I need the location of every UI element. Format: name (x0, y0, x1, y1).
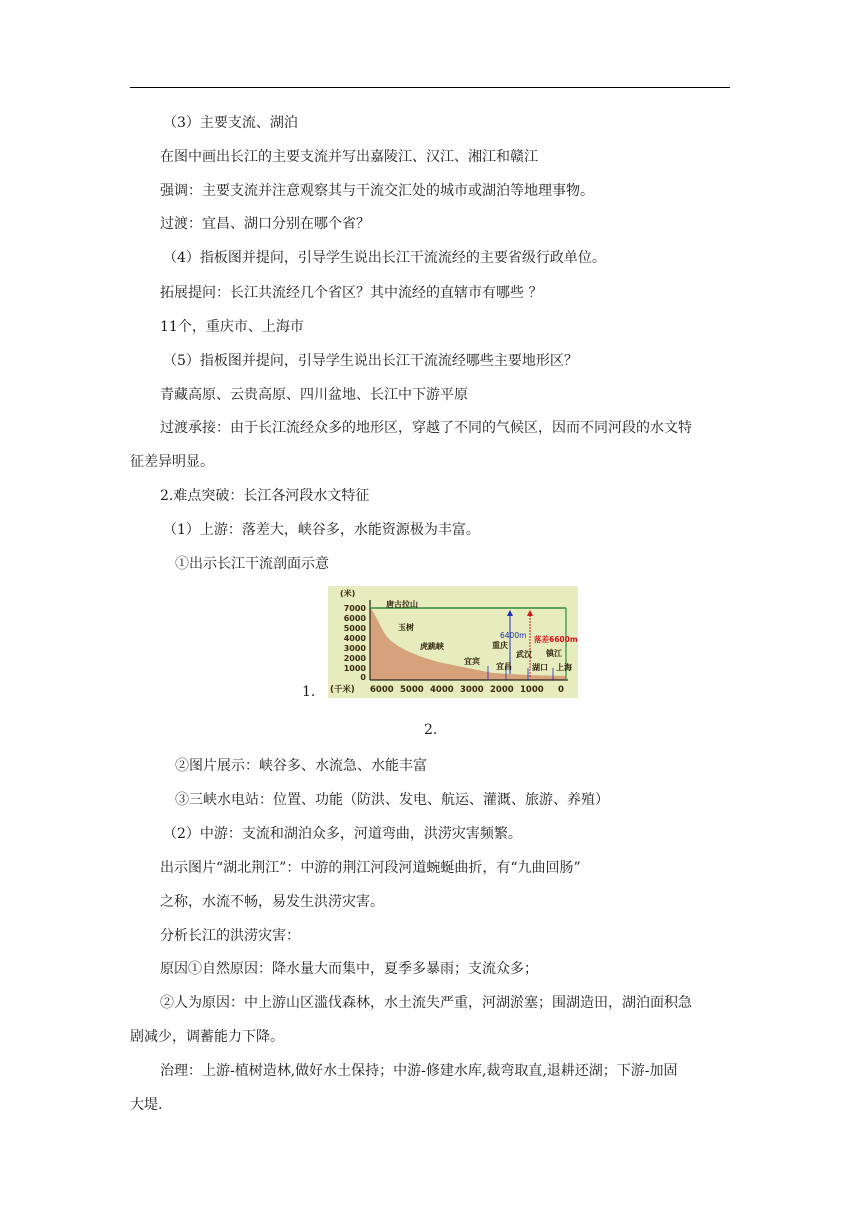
figure-number-1: 1. (302, 684, 316, 700)
y-tick: 1000 (343, 664, 366, 673)
heading-difficulty: 2.难点突破：长江各河段水文特征 (160, 488, 370, 504)
header-rule (130, 87, 730, 88)
paragraph-answer-11: 11个，重庆市、上海市 (160, 319, 304, 335)
x-tick: 4000 (430, 685, 454, 695)
y-tick: 6000 (343, 614, 366, 623)
x-tick: 0 (558, 685, 564, 695)
place-label: 唐古拉山 (386, 600, 418, 609)
paragraph-jingjiang-line1: 出示图片“湖北荆江”：中游的荆江河段河道蜿蜒曲折，有“九曲回肠” (160, 860, 581, 876)
paragraph-draw-tributaries: 在图中画出长江的主要支流并写出嘉陵江、汉江、湘江和赣江 (160, 149, 538, 165)
paragraph-three-gorges: ③三峡水电站：位置、功能（防洪、发电、航运、灌溉、旅游、养殖） (175, 792, 609, 808)
paragraph-transition-yichang: 过渡：宜昌、湖口分别在哪个省？ (160, 216, 370, 232)
paragraph-transition-line2: 征差异明显。 (130, 454, 214, 470)
y-tick: 3000 (343, 644, 366, 653)
heading-middle-reaches: （2）中游：支流和湖泊众多，河道弯曲，洪涝灾害频繁。 (163, 826, 522, 842)
paragraph-show-profile: ①出示长江干流剖面示意 (175, 556, 329, 572)
place-label: 宜宾 (464, 657, 480, 666)
y-tick: 7000 (343, 604, 366, 613)
x-tick: 3000 (460, 685, 484, 695)
drop-label-6400: 6400m (500, 631, 527, 640)
paragraph-governance-line2: 大堤. (130, 1097, 163, 1113)
y-tick: 5000 (343, 624, 366, 633)
x-tick: 5000 (400, 685, 424, 695)
heading-provinces: （4）指板图并提问，引导学生说出长江干流流经的主要省级行政单位。 (163, 250, 606, 266)
y-tick: 2000 (343, 654, 366, 663)
place-label: 玉树 (398, 623, 414, 632)
paragraph-picture-show: ②图片展示：峡谷多、水流急、水能丰富 (175, 758, 427, 774)
paragraph-transition-line1: 过渡承接：由于长江流经众多的地形区，穿越了不同的气候区，因而不同河段的水文特 (160, 420, 692, 436)
place-label: 湖口 (532, 663, 548, 672)
drop-label-6600: 落差6600m (534, 635, 578, 644)
paragraph-extension-question: 拓展提问：长江共流经几个省区？其中流经的直辖市有哪些 ？ (160, 285, 543, 301)
paragraph-natural-causes: 原因①自然原因：降水量大而集中，夏季多暴雨；支流众多； (160, 961, 538, 977)
x-tick: 2000 (490, 685, 514, 695)
paragraph-landform-list: 青藏高原、云贵高原、四川盆地、长江中下游平原 (160, 387, 468, 403)
paragraph-emphasis: 强调：主要支流并注意观察其与干流交汇处的城市或湖泊等地理事物。 (160, 183, 594, 199)
yangtze-profile-diagram (328, 586, 578, 698)
heading-landforms: （5）指板图并提问，引导学生说出长江干流流经哪些主要地形区？ (163, 353, 578, 369)
paragraph-flood-analysis: 分析长江的洪涝灾害： (160, 928, 300, 944)
x-axis-unit: (千米) (330, 685, 355, 695)
x-tick: 6000 (370, 685, 394, 695)
heading-upper-reaches: （1）上游：落差大，峡谷多，水能资源极为丰富。 (163, 522, 480, 538)
paragraph-jingjiang-line2: 之称，水流不畅，易发生洪涝灾害。 (160, 894, 384, 910)
place-label: 宜昌 (496, 662, 512, 671)
heading-tributaries-lakes: （3）主要支流、湖泊 (163, 115, 298, 131)
figure-number-2: 2. (424, 722, 438, 738)
paragraph-governance-line1: 治理：上游-植树造林,做好水土保持；中游-修建水库,裁弯取直,退耕还湖；下游-加固 (160, 1063, 678, 1079)
place-label: 重庆 (492, 641, 508, 650)
paragraph-human-causes-line1: ②人为原因：中上游山区滥伐森林，水土流失严重，河湖淤塞；围湖造田，湖泊面积急 (160, 995, 692, 1011)
paragraph-human-causes-line2: 剧减少，调蓄能力下降。 (130, 1029, 284, 1045)
y-tick: 4000 (343, 634, 366, 643)
place-label: 虎跳峡 (420, 642, 444, 651)
y-axis-unit: (米) (340, 589, 356, 598)
place-label: 武汉 (516, 650, 532, 659)
y-tick: 0 (360, 673, 366, 682)
x-tick: 1000 (520, 685, 544, 695)
place-label: 上海 (556, 663, 572, 672)
place-label: 镇江 (546, 649, 562, 658)
